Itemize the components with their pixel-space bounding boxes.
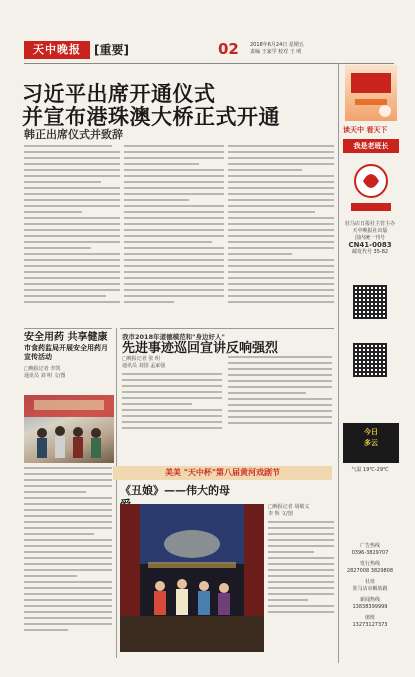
right-sidebar bbox=[338, 63, 401, 663]
weather-condition: 多云 bbox=[364, 439, 378, 447]
safe-medicine-title: 安全用药 共享健康 bbox=[24, 332, 108, 343]
news-hotline-number: 13838399999 bbox=[352, 604, 388, 610]
body-column-2 bbox=[124, 145, 224, 325]
weather-temp: 气温 19℃-29℃ bbox=[351, 467, 389, 473]
stage-performance-graphic bbox=[120, 504, 264, 652]
drama-title: 《丑娘》——伟大的母 bbox=[120, 484, 230, 497]
newspaper-logo: 天中晚报 bbox=[24, 41, 90, 59]
issn-number: CN41-0083 bbox=[348, 241, 392, 249]
moral-title: 先进事迹巡回宣讲反响强烈 bbox=[122, 341, 279, 356]
issn-label: 国内统一刊号 bbox=[354, 235, 385, 241]
column-divider bbox=[116, 328, 117, 658]
safe-medicine-body bbox=[24, 467, 112, 657]
post-code: 邮发代号 35-82 bbox=[351, 249, 389, 255]
body-column-1 bbox=[24, 145, 120, 325]
qr-code bbox=[353, 285, 387, 319]
news-hotline-label: 新闻热线 bbox=[359, 597, 380, 603]
distribution-number: 2827008 3829808 bbox=[346, 568, 394, 574]
safe-reporter2: 通讯员 刘 明 文/图 bbox=[24, 373, 66, 379]
ad-hotline-number: 0396-3829707 bbox=[351, 550, 389, 556]
publisher-name: 天中晚报社出版 bbox=[352, 228, 388, 234]
sidebar-red-banner: 我是老班长 bbox=[343, 139, 399, 153]
safe-reporter: □晚报记者 李凯 bbox=[24, 366, 61, 372]
slogan-part2: 看天下 bbox=[366, 126, 388, 134]
stage-photo bbox=[120, 504, 264, 652]
moral-byline2: 通讯员 刘国 孟家强 bbox=[122, 363, 166, 369]
date-info bbox=[250, 42, 350, 56]
sidebar-contacts bbox=[341, 543, 399, 629]
editors-line: 责编 王家学 校对 王 明 bbox=[250, 49, 302, 55]
crowd-photo-graphic bbox=[24, 395, 114, 463]
moral-kicker: 我市2018年道德模范和"身边好人" bbox=[122, 333, 225, 341]
sub-headline: 韩正出席仪式并致辞 bbox=[24, 128, 123, 141]
qr-code-2 bbox=[353, 343, 387, 377]
address-text: 驻马店市解放路 bbox=[352, 586, 388, 592]
weather-today: 今日 bbox=[364, 428, 378, 436]
drama-festival-banner: 美美 "天中杯"第八届黄河戏剧节 bbox=[113, 466, 332, 480]
masthead bbox=[24, 41, 354, 63]
duty-label: 值班 bbox=[364, 615, 375, 621]
drama-byline2: 李 辉 文/图 bbox=[268, 511, 293, 517]
issue-date: 2018年6月24日 星期五 bbox=[250, 42, 304, 48]
publisher-host: 驻马店日报社主管主办 bbox=[344, 221, 395, 227]
headline-line2: 并宣布港珠澳大桥正式开通 bbox=[22, 105, 280, 129]
moral-byline: □晚报记者 张 明 bbox=[122, 356, 160, 362]
sidebar-publisher-info bbox=[341, 221, 399, 256]
address-label: 社址 bbox=[364, 579, 375, 585]
safe-medicine-subtitle: 市食药监局开展安全用药月 bbox=[24, 344, 108, 352]
story-rule-2 bbox=[120, 328, 334, 329]
page-number: 02 bbox=[218, 40, 239, 58]
distribution-label: 发行热线 bbox=[359, 561, 380, 567]
body-column-3 bbox=[228, 145, 334, 325]
moral-body-1 bbox=[122, 356, 222, 461]
paper-emblem-icon bbox=[343, 159, 399, 219]
safe-medicine-subtitle2: 宣传活动 bbox=[24, 353, 52, 361]
moral-body-2 bbox=[228, 356, 332, 461]
slogan-part1: 读天中 bbox=[343, 126, 364, 134]
ad-hotline-label: 广告热线 bbox=[359, 543, 380, 549]
moral-model-story bbox=[122, 332, 332, 357]
safe-medicine-photo bbox=[24, 395, 114, 463]
sidebar-ad-image bbox=[345, 65, 397, 121]
headline-line1: 习近平出席开通仪式 bbox=[22, 82, 216, 106]
sidebar-logo-block bbox=[343, 159, 399, 219]
duty-number: 13273127373 bbox=[352, 622, 388, 628]
ad-graphic bbox=[345, 65, 397, 121]
drama-body bbox=[268, 504, 334, 654]
sidebar-slogan bbox=[343, 125, 397, 135]
story-rule bbox=[24, 328, 112, 329]
section-tag: [重要] bbox=[94, 43, 129, 57]
safe-medicine-story bbox=[24, 332, 114, 380]
weather-banner bbox=[343, 423, 399, 463]
drama-byline: □晚报记者 胡敏义 bbox=[268, 504, 310, 510]
